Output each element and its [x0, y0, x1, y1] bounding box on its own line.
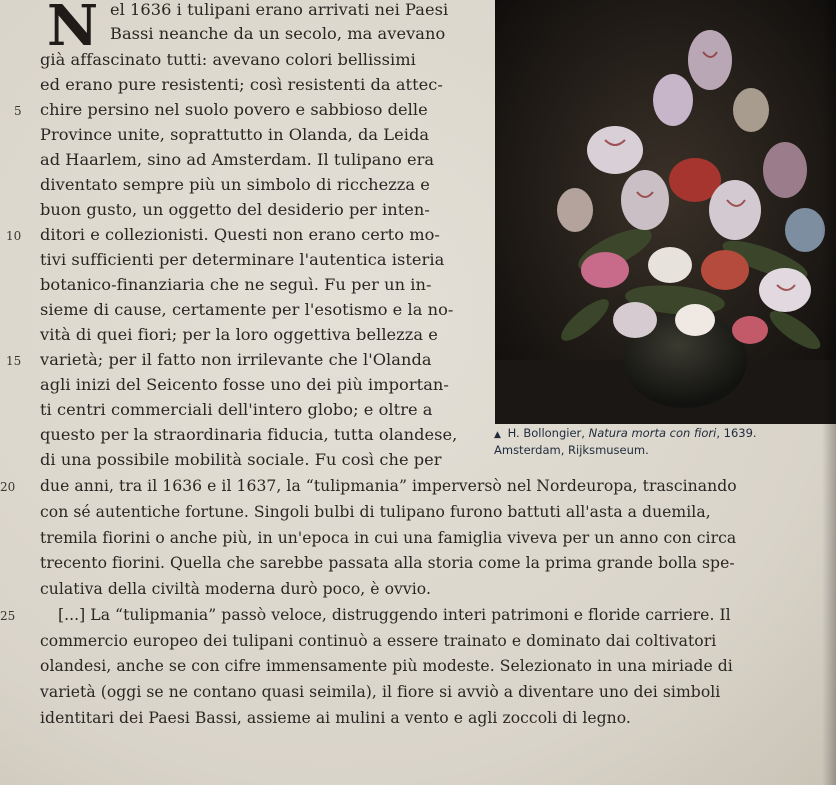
text-line: varietà (oggi se ne contano quasi seimila), il fiore si avviò a diventare uno dei simboli — [40, 683, 721, 701]
text-line: botanico-finanziaria che ne seguì. Fu per un in- — [40, 275, 432, 294]
text-line: sieme di cause, certamente per l'esotismo e la no- — [40, 300, 454, 319]
caption-author: H. Bollongier, — [507, 426, 585, 440]
text-line: trecento fiorini. Quella che sarebbe passata alla storia come la prima grande bolla spe- — [40, 554, 735, 572]
line-number: 25 — [0, 609, 16, 623]
text-line: questo per la straordinaria fiducia, tutta olandese, — [40, 425, 458, 444]
caption-title: Natura morta con fiori — [588, 426, 717, 440]
caption-year: , 1639. — [716, 426, 757, 440]
text-line: chire persino nel suolo povero e sabbioso delle — [40, 100, 428, 119]
flower-bouquet-image — [495, 0, 836, 424]
text-line: già affascinato tutti: avevano colori bellissimi — [40, 50, 416, 69]
text-line: ad Haarlem, sino ad Amsterdam. Il tulipano era — [40, 150, 435, 169]
figure-caption — [494, 426, 824, 458]
text-line: [...] La “tulipmania” passò veloce, distruggendo interi patrimoni e floride carriere. Il — [58, 606, 731, 624]
caption-location: Amsterdam, Rijksmuseum. — [494, 443, 649, 457]
text-line: vità di quei fiori; per la loro oggettiva bellezza e — [40, 325, 438, 344]
text-line: Bassi neanche da un secolo, ma avevano — [110, 24, 446, 43]
text-line: commercio europeo dei tulipani continuò a essere trainato e dominato dai coltivatori — [40, 632, 717, 650]
text-line: con sé autentiche fortune. Singoli bulbi di tulipano furono battuti all'asta a duemila, — [40, 503, 711, 521]
text-line: diventato sempre più un simbolo di ricchezza e — [40, 175, 430, 194]
text-line: ditori e collezionisti. Questi non erano certo mo- — [40, 225, 440, 244]
line-number: 20 — [0, 480, 16, 494]
text-line: olandesi, anche se con cifre immensamente più modeste. Selezionato in una miriade di — [40, 657, 733, 675]
text-line: agli inizi del Seicento fosse uno dei più importan- — [40, 375, 449, 394]
text-line: el 1636 i tulipani erano arrivati nei Paesi — [110, 0, 449, 19]
page-edge-shadow — [822, 0, 836, 785]
text-line: Province unite, soprattutto in Olanda, da Leida — [40, 125, 430, 144]
caption-triangle-icon: ▲ — [494, 430, 501, 440]
line-number: 10 — [6, 229, 22, 243]
drop-cap: N — [47, 0, 99, 59]
still-life-painting — [495, 0, 836, 424]
line-number: 5 — [14, 104, 22, 118]
text-line: ed erano pure resistenti; così resistenti da attec- — [40, 75, 443, 94]
text-line: varietà; per il fatto non irrilevante che l'Olanda — [40, 350, 432, 369]
text-line: tremila fiorini o anche più, in un'epoca in cui una famiglia viveva per un anno con circa — [40, 529, 737, 547]
line-number: 15 — [6, 354, 22, 368]
text-line: buon gusto, un oggetto del desiderio per inten- — [40, 200, 430, 219]
text-line: identitari dei Paesi Bassi, assieme ai mulini a vento e agli zoccoli di legno. — [40, 709, 631, 727]
text-line: ti centri commerciali dell'intero globo; e oltre a — [40, 400, 433, 419]
text-line: tivi sufficienti per determinare l'autentica isteria — [40, 250, 445, 269]
text-line: due anni, tra il 1636 e il 1637, la “tulipmania” imperversò nel Nordeuropa, trascinando — [40, 477, 737, 495]
text-line: di una possibile mobilità sociale. Fu così che per — [40, 450, 442, 469]
text-line: culativa della civiltà moderna durò poco, è ovvio. — [40, 580, 431, 598]
